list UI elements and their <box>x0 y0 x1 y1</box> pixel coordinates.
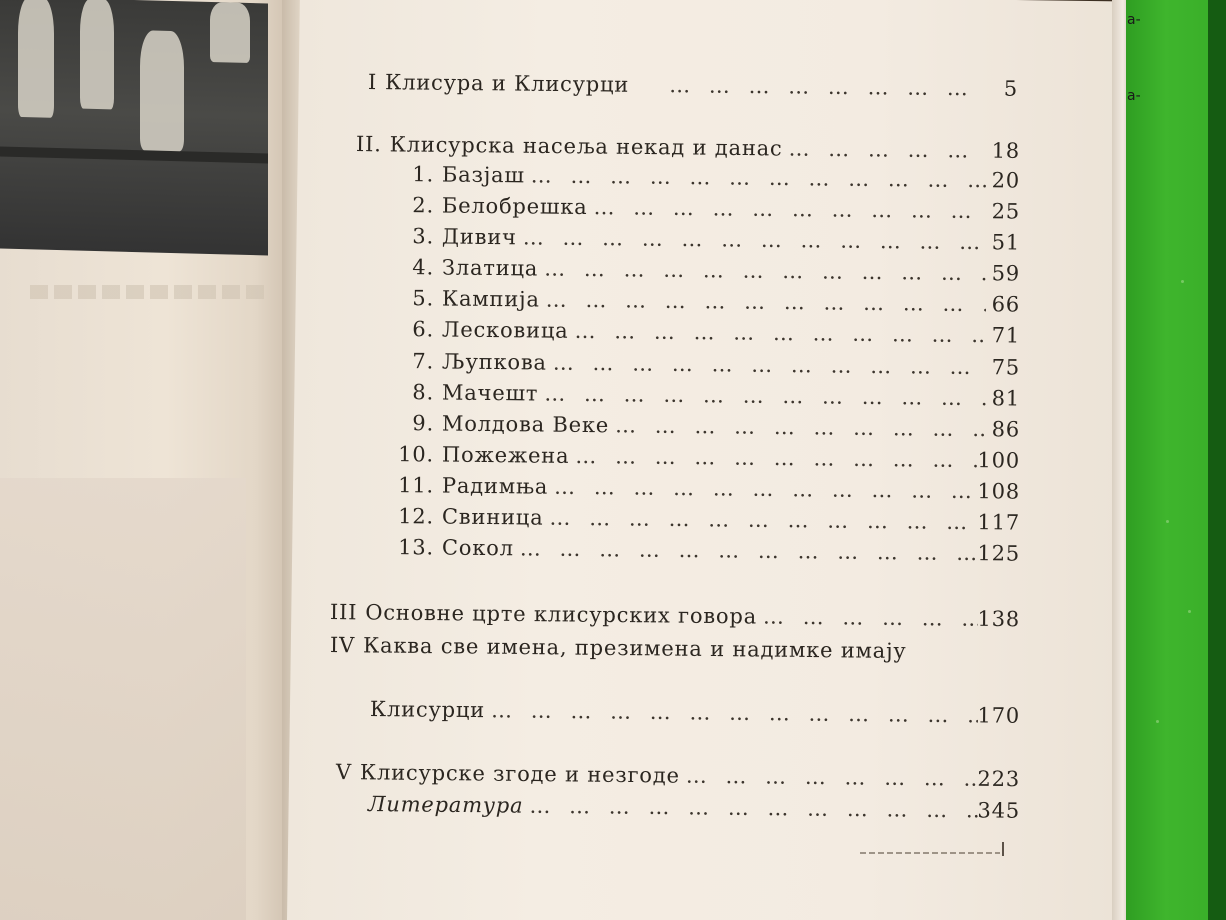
leader-dots <box>525 163 986 192</box>
section-number: V <box>335 760 353 785</box>
leader-dots <box>609 413 986 441</box>
leader-dots <box>547 351 986 380</box>
leader-dots <box>543 506 977 535</box>
entry-number: 13. <box>398 535 435 560</box>
page-number: 25 <box>991 199 1021 224</box>
toc-subentry <box>390 442 1020 473</box>
edge-text-fragment: а- <box>1127 88 1141 104</box>
leader-dots <box>538 381 986 410</box>
page-number: 18 <box>991 138 1021 163</box>
edge-text-fragment: а- <box>1127 12 1141 28</box>
toc-section-3 <box>330 600 1020 631</box>
entry-title: Радимња <box>441 473 549 499</box>
leader-dots <box>548 475 978 503</box>
leader-dots <box>757 604 978 630</box>
leader-dots <box>540 288 986 317</box>
leader-dots <box>517 225 986 254</box>
toc-subentry <box>396 286 1020 317</box>
leader-dots <box>514 536 978 565</box>
toc-section-4-continued <box>370 697 1020 728</box>
section-title: Основне црте клисурских говора <box>365 600 758 629</box>
leader-dots <box>568 319 986 347</box>
section-title: Каква све имена, презимена и надимке имају <box>362 633 907 664</box>
page-number: 81 <box>991 386 1021 411</box>
toc-subentry <box>396 255 1020 286</box>
toc-literature <box>368 792 1020 823</box>
section-number: I <box>367 70 378 95</box>
section-number: IV <box>329 633 356 658</box>
page-number: 125 <box>977 541 1021 566</box>
section-title: Литература <box>367 792 524 818</box>
entry-number: 2. <box>412 193 435 218</box>
entry-number: 8. <box>412 380 435 405</box>
page-number: 71 <box>991 323 1021 348</box>
section-title: Клисурске згоде и незгоде <box>359 760 680 788</box>
entry-number: 3. <box>412 224 435 249</box>
toc-subentry <box>396 349 1020 380</box>
section-number: III <box>329 600 358 625</box>
toc-subentry <box>390 473 1020 504</box>
page-number: 345 <box>977 798 1021 823</box>
bleed-through-line <box>860 852 1000 854</box>
toc-subentry <box>396 317 1020 348</box>
leader-dots <box>782 136 986 162</box>
page-number: 170 <box>977 703 1021 728</box>
page-number: 138 <box>977 606 1021 632</box>
bleed-through-mark <box>1002 842 1004 856</box>
entry-number: 5. <box>412 286 435 311</box>
entry-number: 10. <box>398 442 435 467</box>
entry-number: 1. <box>412 162 435 187</box>
page-number: 75 <box>991 355 1021 380</box>
page-number: 108 <box>977 479 1021 504</box>
page-number: 51 <box>991 230 1021 255</box>
section-title: Клисура и Клисурци <box>384 70 630 97</box>
leader-dots <box>569 444 977 472</box>
toc-section-5 <box>336 760 1020 791</box>
entry-title: Молдова Веке <box>441 411 610 438</box>
page-number: 66 <box>991 292 1021 317</box>
entry-title: Базјаш <box>441 162 525 188</box>
entry-title: Белобрешка <box>441 193 588 220</box>
page-number: 5 <box>1003 76 1019 101</box>
entry-title: Сокол <box>441 535 514 561</box>
toc-subentry <box>396 224 1020 255</box>
entry-title: Лесковица <box>441 317 569 343</box>
leader-dots <box>485 698 978 727</box>
leader-dots <box>629 73 984 101</box>
toc-subentry <box>396 193 1020 224</box>
entry-title: Љупкова <box>441 349 547 375</box>
entry-number: 11. <box>398 473 435 498</box>
leader-dots <box>587 195 986 223</box>
toc-section-2 <box>356 132 1020 163</box>
entry-title: Златица <box>441 255 539 281</box>
section-title: Клисурска насеља некад и данас <box>389 132 783 161</box>
entry-title: Дивич <box>441 224 517 250</box>
toc-subentry <box>390 504 1020 535</box>
entry-number: 9. <box>412 411 435 436</box>
entry-number: 4. <box>412 255 435 280</box>
leader-dots <box>523 794 977 823</box>
toc-section-1 <box>368 70 1018 101</box>
entry-title: Свиница <box>441 504 544 530</box>
entry-title: Пожежена <box>441 442 570 468</box>
toc-section-4 <box>330 633 1020 664</box>
section-title: Клисурци <box>369 697 486 723</box>
page-number: 86 <box>991 417 1021 442</box>
section-number: II. <box>355 132 382 157</box>
entry-title: Кампија <box>441 286 540 312</box>
page-number: 117 <box>977 510 1021 535</box>
toc-subentry <box>396 411 1020 442</box>
entry-title: Мачешт <box>441 380 539 406</box>
leader-dots <box>538 256 986 285</box>
entry-number: 7. <box>412 349 435 374</box>
page-number: 20 <box>991 168 1021 193</box>
page-number: 223 <box>977 766 1021 792</box>
toc-subentry <box>396 380 1020 411</box>
toc-subentry <box>390 535 1020 566</box>
entry-number: 12. <box>398 504 435 529</box>
leader-dots <box>680 764 978 791</box>
page-number: 59 <box>991 261 1021 286</box>
entry-number: 6. <box>412 317 435 342</box>
page-number: 100 <box>977 448 1021 473</box>
toc-subentry <box>396 162 1020 193</box>
